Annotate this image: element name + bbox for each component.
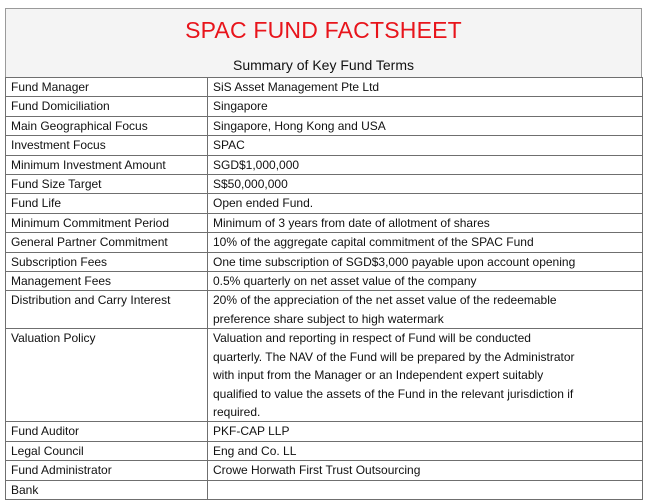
term-label: Subscription Fees (6, 252, 208, 271)
term-row (6, 272, 643, 291)
term-label: Investment Focus (6, 136, 208, 155)
term-value: Crowe Horwath First Trust Outsourcing (208, 461, 643, 480)
term-label: Distribution and Carry Interest (6, 291, 208, 329)
term-row (6, 422, 643, 441)
term-label: Fund Auditor (6, 422, 208, 441)
factsheet (5, 8, 642, 500)
term-row (6, 291, 643, 329)
term-label: Main Geographical Focus (6, 116, 208, 135)
term-row (6, 329, 643, 422)
term-label: Minimum Commitment Period (6, 213, 208, 232)
term-label: Minimum Investment Amount (6, 155, 208, 174)
term-row (6, 136, 643, 155)
term-row (6, 97, 643, 116)
term-label: Fund Domiciliation (6, 97, 208, 116)
term-value: SPAC (208, 136, 643, 155)
term-row (6, 155, 643, 174)
term-row (6, 78, 643, 97)
term-label: General Partner Commitment (6, 233, 208, 252)
term-value: S$50,000,000 (208, 175, 643, 194)
factsheet-header (5, 8, 642, 77)
term-value: Singapore, Hong Kong and USA (208, 116, 643, 135)
term-label: Management Fees (6, 272, 208, 291)
term-label: Fund Size Target (6, 175, 208, 194)
fund-terms-table (5, 77, 643, 500)
term-value: Open ended Fund. (208, 194, 643, 213)
term-row (6, 441, 643, 460)
term-value: Eng and Co. LL (208, 441, 643, 460)
term-row (6, 480, 643, 499)
term-value: One time subscription of SGD$3,000 payable upon account opening (208, 252, 643, 271)
term-value: Valuation and reporting in respect of Fund will be conducted quarterly. The NAV of the Fund will be prepared by the Administrator with input from the Manager or an Independent expert suitably qualified to value the assets of the Fund in the relevant jurisdiction if required. (208, 329, 643, 422)
term-label: Legal Council (6, 441, 208, 460)
term-label: Bank (6, 480, 208, 499)
term-value: 20% of the appreciation of the net asset value of the redeemable preference share subject to high watermark (208, 291, 643, 329)
term-label: Fund Life (6, 194, 208, 213)
factsheet-title: SPAC FUND FACTSHEET (185, 17, 462, 43)
term-label: Fund Manager (6, 78, 208, 97)
term-value: 0.5% quarterly on net asset value of the company (208, 272, 643, 291)
term-value: 10% of the aggregate capital commitment of the SPAC Fund (208, 233, 643, 252)
term-row (6, 213, 643, 232)
fund-terms-body (6, 78, 643, 500)
term-value: Minimum of 3 years from date of allotment of shares (208, 213, 643, 232)
term-row (6, 461, 643, 480)
term-row (6, 175, 643, 194)
term-row (6, 252, 643, 271)
term-value: SGD$1,000,000 (208, 155, 643, 174)
term-value: SiS Asset Management Pte Ltd (208, 78, 643, 97)
term-value: Singapore (208, 97, 643, 116)
term-row (6, 116, 643, 135)
term-value (208, 480, 643, 499)
term-value: PKF-CAP LLP (208, 422, 643, 441)
term-row (6, 194, 643, 213)
term-row (6, 233, 643, 252)
term-label: Fund Administrator (6, 461, 208, 480)
factsheet-subtitle: Summary of Key Fund Terms (232, 57, 415, 73)
term-label: Valuation Policy (6, 329, 208, 422)
